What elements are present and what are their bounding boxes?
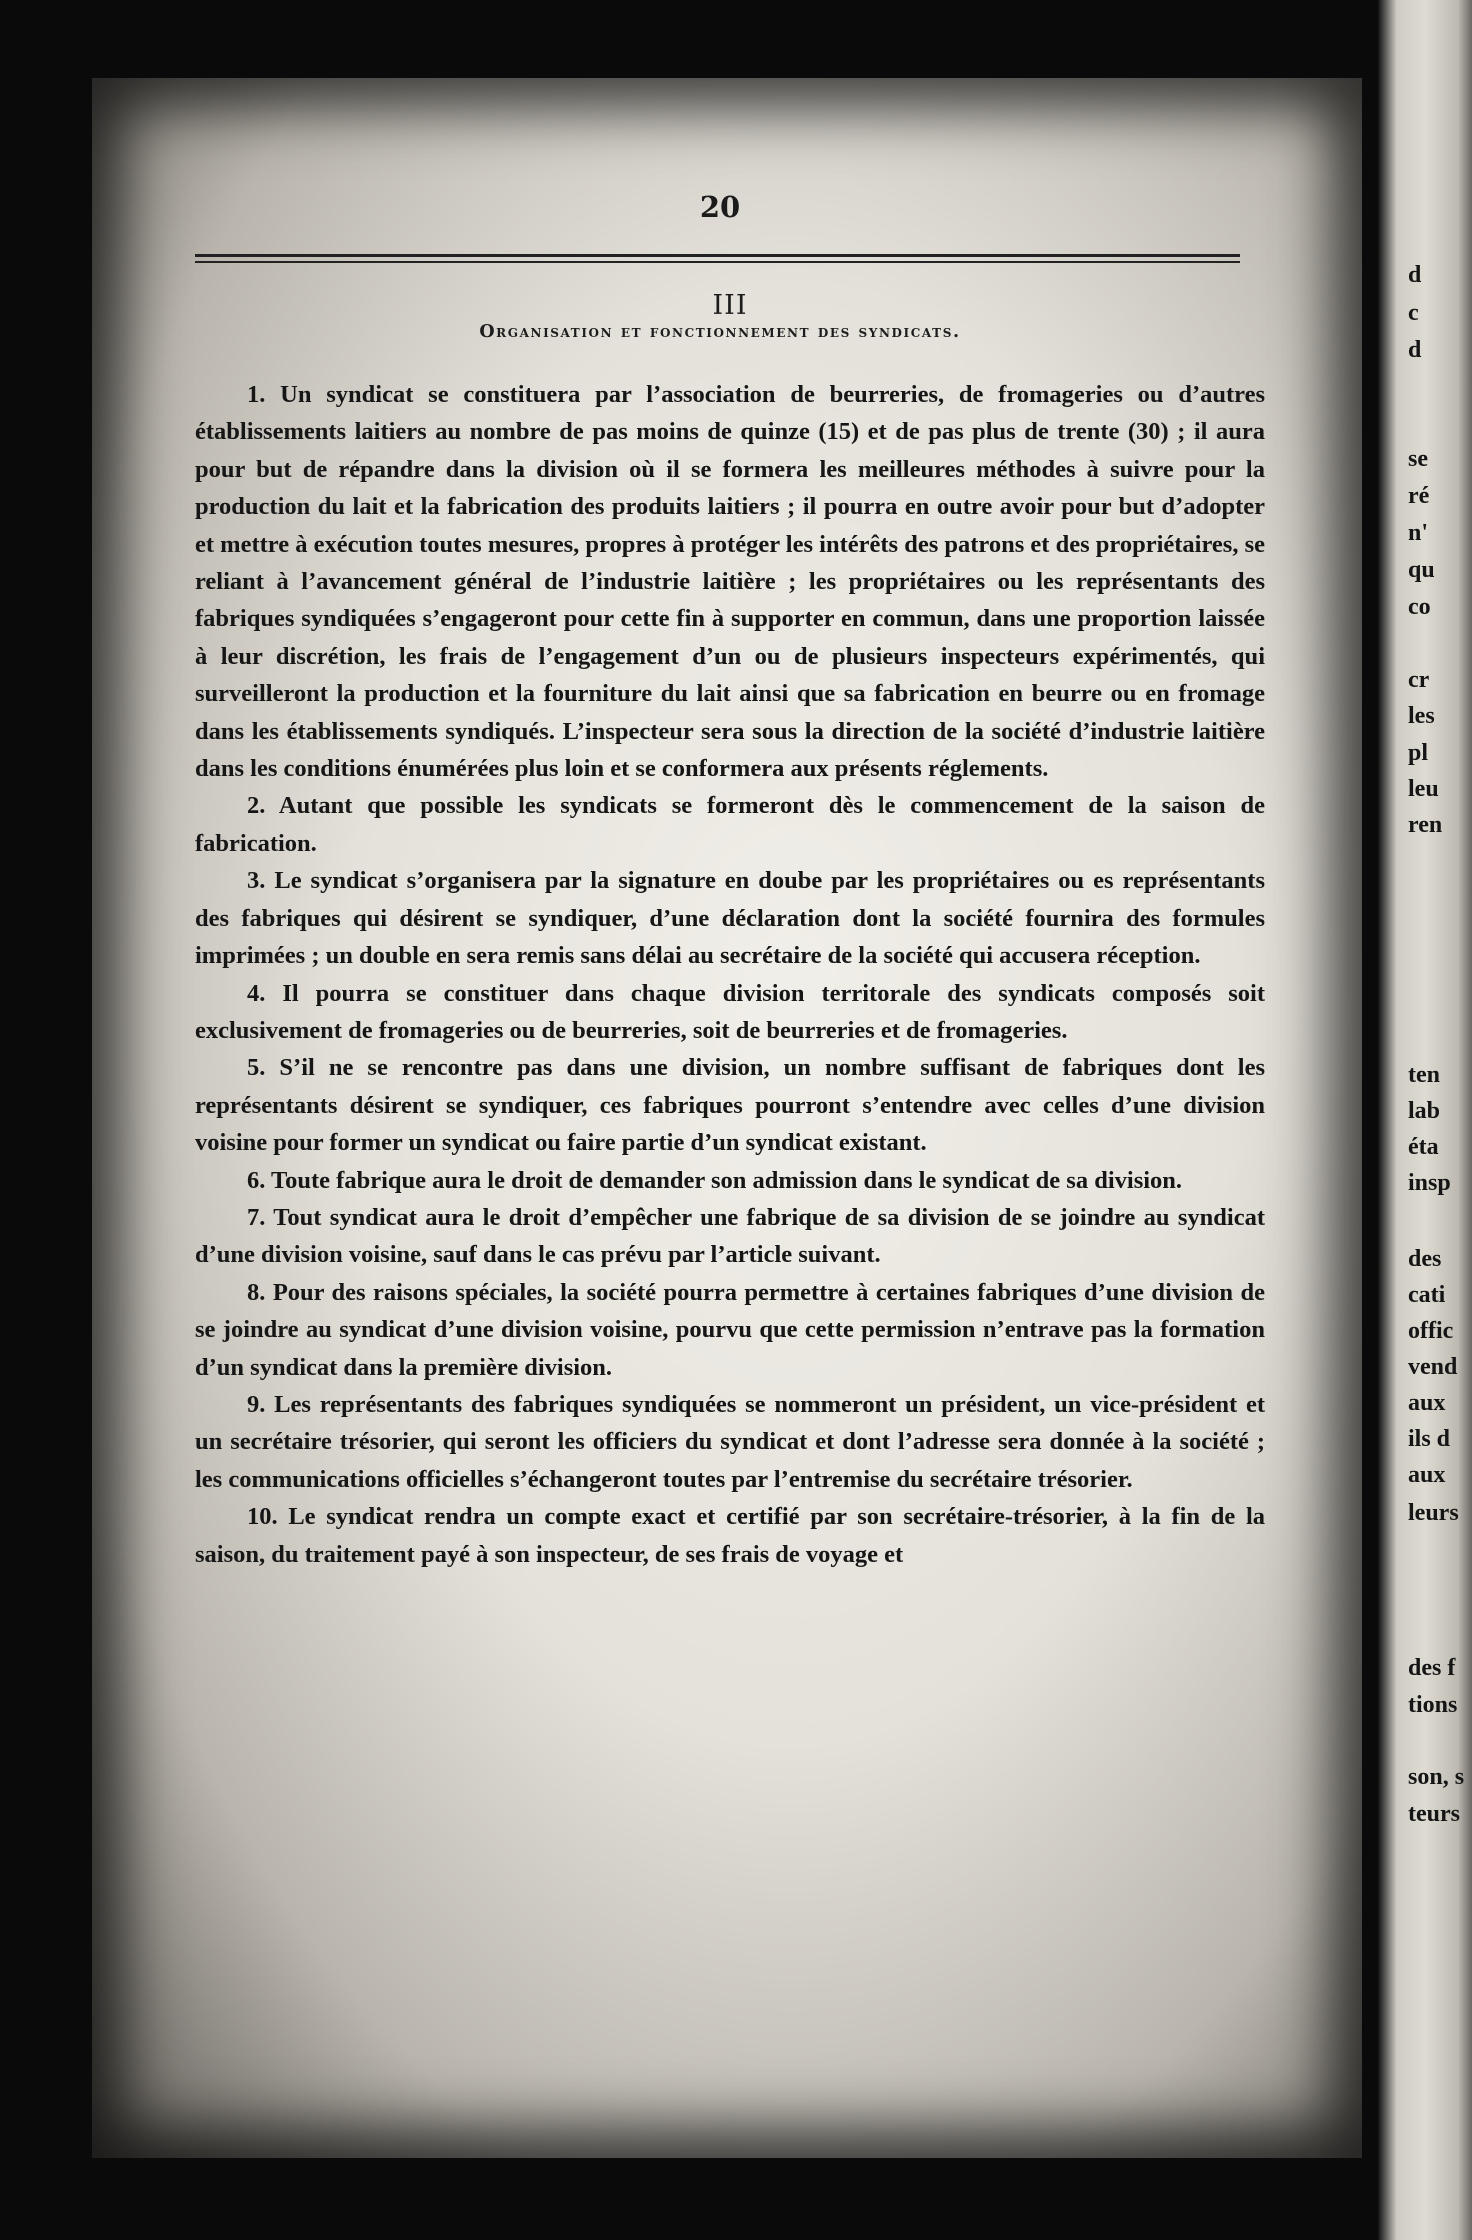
fragment: teurs bbox=[1408, 1801, 1460, 1827]
fragment: ren bbox=[1408, 812, 1443, 838]
fragment: lab bbox=[1408, 1098, 1441, 1124]
header-rule-thick bbox=[195, 254, 1240, 257]
paragraph-article-1: 1. Un syndicat se constituera par l’association de beurreries, de fromageries ou d’autres établissements laitiers au nombre de pas moins de quinze (15) et de pas plus de trente (30) ; il aura pour but de répandre dans la division où il se formera les meilleures méthodes à suivre pour la production du lait et la fabrication des produits laitiers ; il pourra en outre avoir pour but d’adopter et mettre à exécution toutes mesures, propres à protéger les intérêts des patrons et des propriétaires, se reliant à l’avancement général de l’industrie laitière ; les propriétaires ou les représentants des fabriques syndiquées s’engageront pour cette fin à supporter en commun, dans une proportion laissée à leur discrétion, les frais de l’engagement d’un ou de plusieurs inspecteurs expérimentés, qui surveilleront la production et la fourniture du lait ainsi que sa fabrication en beurre ou en fromage dans les établissements syndiqués. L’inspecteur sera sous la direction de la société d’industrie laitière dans les conditions énumérées plus loin et se conformera aux présents réglements. bbox=[195, 381, 1265, 783]
fragment: tions bbox=[1408, 1692, 1458, 1718]
fragment: leurs bbox=[1408, 1500, 1459, 1526]
paragraph-article-8: 8. Pour des raisons spéciales, la société pourra permettre à certaines fabriques d’une division de se joindre au syndicat d’une division voisine, pourvu que cette permission n’entrave pas la formation d’un syndicat dans la première division. bbox=[195, 1278, 1265, 1381]
fragment: cr bbox=[1408, 667, 1430, 693]
fragment: cati bbox=[1408, 1282, 1446, 1308]
fragment: offic bbox=[1408, 1318, 1454, 1344]
fragment: pl bbox=[1408, 740, 1429, 766]
fragment: ten bbox=[1408, 1062, 1440, 1088]
fragment: des f bbox=[1408, 1655, 1456, 1681]
paragraph-article-9: 9. Les représentants des fabriques syndiquées se nommeront un président, un vice-président et un secrétaire trésorier, qui seront les officiers du syndicat et dont l’adresse sera donnée à la société ; les communications officielles s’échangeront toutes par l’entremise du secrétaire trésorier. bbox=[195, 1390, 1265, 1493]
paragraph-article-2: 2. Autant que possible les syndicats se formeront dès le commencement de la saison de fabrication. bbox=[195, 792, 1265, 857]
fragment: des bbox=[1408, 1246, 1442, 1272]
paragraph-article-4: 4. Il pourra se constituer dans chaque division territorale des syndicats composés soit exclusivement de fromageries ou de beurreries, soit de beurreries et de fromageries. bbox=[195, 979, 1265, 1044]
paragraph-article-6: 6. Toute fabrique aura le droit de demander son admission dans le syndicat de sa division. bbox=[247, 1166, 1183, 1194]
paragraph-article-10: 10. Le syndicat rendra un compte exact et certifié par son secrétaire-trésorier, à la fin de la saison, du traitement payé à son inspecteur, de ses frais de voyage et bbox=[195, 1503, 1265, 1568]
fragment: d bbox=[1408, 337, 1422, 363]
paragraph-article-5: 5. S’il ne se rencontre pas dans une division, un nombre suffisant de fabriques dont les représentants désirent se syndiquer, ces fabriques pourront s’entendre avec celles d’une division voisine pour former un syndicat ou faire partie d’un syndicat existant. bbox=[195, 1054, 1265, 1157]
fragment: d bbox=[1408, 262, 1422, 288]
fragment: leu bbox=[1408, 776, 1439, 802]
adjacent-page-text bbox=[1408, 0, 1472, 2240]
fragment: n' bbox=[1408, 520, 1429, 546]
fragment: son, s bbox=[1408, 1764, 1465, 1790]
body-text bbox=[195, 376, 1265, 1573]
fragment: se bbox=[1408, 446, 1428, 472]
fragment: aux bbox=[1408, 1390, 1446, 1416]
paragraph-article-7: 7. Tout syndicat aura le droit d’empêcher une fabrique de sa division de se joindre au syndicat d’une division voisine, sauf dans le cas prévu par l’article suivant. bbox=[195, 1203, 1265, 1269]
fragment: qu bbox=[1408, 557, 1435, 583]
section-numeral: III bbox=[712, 290, 748, 321]
fragment: c bbox=[1408, 300, 1419, 326]
section-heading: Organisation et fonctionnement des syndicats. bbox=[479, 322, 961, 342]
fragment: vend bbox=[1408, 1354, 1458, 1380]
fragment: insp bbox=[1408, 1170, 1451, 1196]
header-rule-thin bbox=[195, 261, 1240, 263]
paragraph-article-3: 3. Le syndicat s’organisera par la signature en doube par les propriétaires ou es représentants des fabriques qui désirent se syndiquer, d’une déclaration dont la société fournira des formules imprimées ; un double en sera remis sans délai au secrétaire de la société qui accusera réception. bbox=[195, 867, 1265, 970]
fragment: aux bbox=[1408, 1462, 1446, 1488]
fragment: co bbox=[1408, 594, 1431, 620]
fragment: ils d bbox=[1408, 1426, 1451, 1452]
fragment: ré bbox=[1408, 483, 1430, 509]
fragment: les bbox=[1408, 703, 1435, 729]
fragment: éta bbox=[1408, 1134, 1439, 1160]
page-number: 20 bbox=[699, 190, 741, 224]
